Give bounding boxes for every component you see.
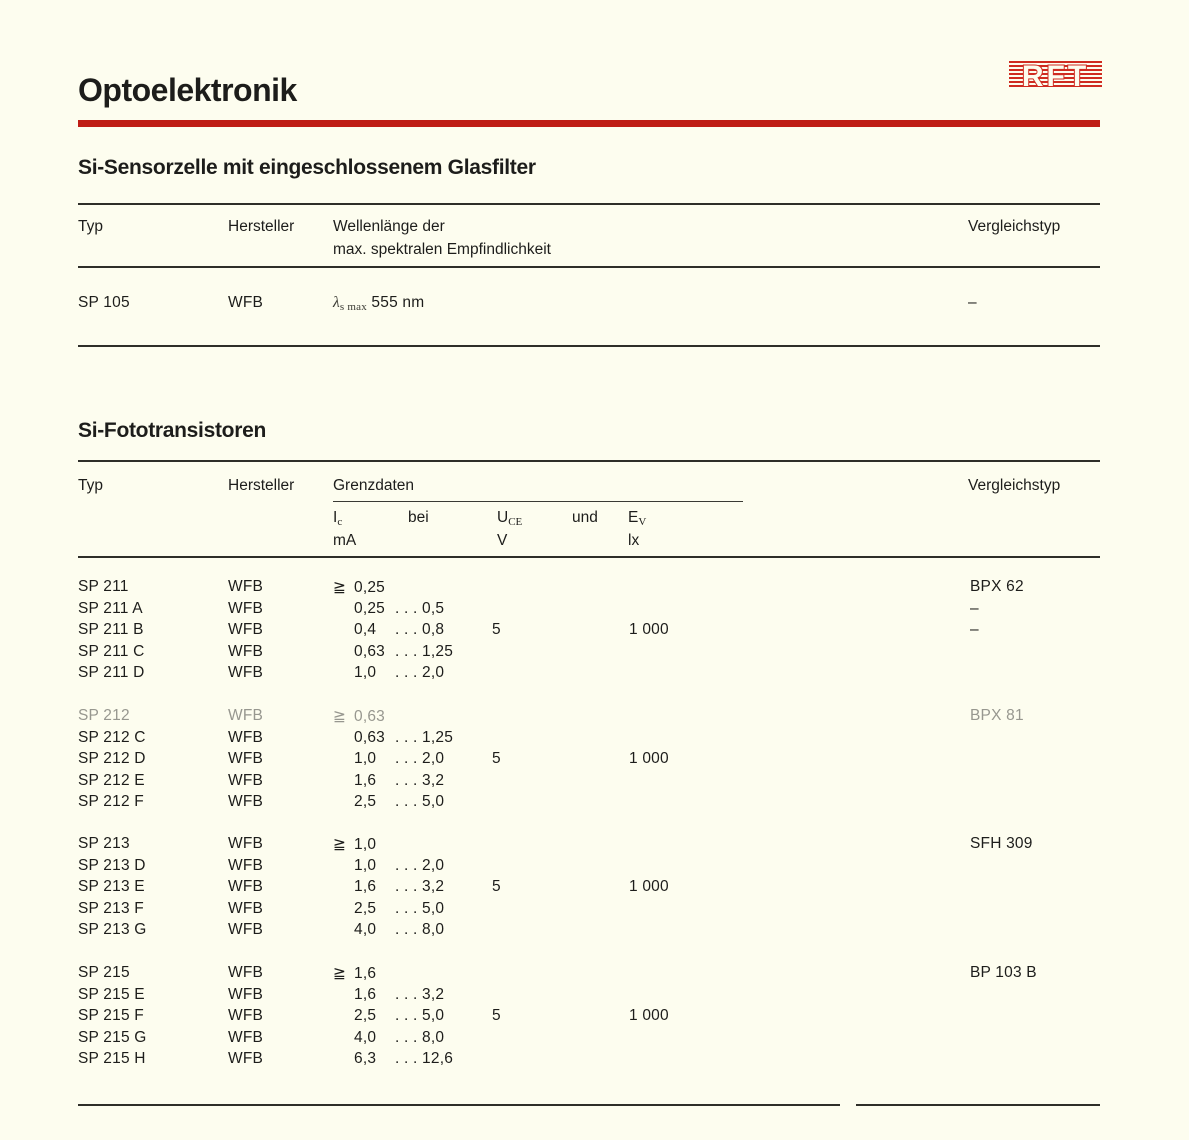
ic-max-value: 8,0	[422, 1028, 445, 1046]
hersteller-cell: WFB	[228, 1028, 264, 1046]
ic-min-value: 2,5	[354, 793, 377, 810]
ic-min-value: 0,63	[354, 728, 385, 746]
lambda-symbol: λ	[333, 294, 340, 311]
hersteller-cell: WFB	[228, 728, 264, 746]
grenzdaten-cell	[333, 986, 444, 1004]
table-row	[78, 600, 1108, 622]
ic-min-value: 0,63	[354, 708, 385, 725]
range-dots: . . .	[395, 1028, 423, 1046]
grenzdaten-cell	[333, 835, 395, 854]
ev-cell: 1 000	[629, 878, 669, 895]
range-dots: . . .	[395, 1050, 423, 1067]
s2-col-grenzdaten: Grenzdaten	[333, 477, 414, 494]
wavelength-value: 555 nm	[371, 294, 425, 311]
typ-cell: SP 212	[78, 707, 130, 724]
hersteller-cell: WFB	[228, 835, 264, 852]
ic-max-value: 1,25	[422, 728, 454, 746]
ic-max-value: 5,0	[422, 793, 445, 810]
ev-subscript: V	[638, 516, 647, 528]
grenzdaten-cell	[333, 964, 395, 983]
subhdr-ic: Ic	[333, 509, 343, 528]
ic-min-value: 1,6	[354, 985, 377, 1003]
s1-col-wellenlaenge-1: Wellenlänge der	[333, 218, 445, 235]
divider	[78, 266, 1100, 268]
s1-col-typ: Typ	[78, 218, 103, 235]
hersteller-cell: WFB	[228, 985, 264, 1003]
rft-logo-text: RFT	[1021, 60, 1090, 93]
table-row	[78, 793, 1108, 815]
ic-max-value: 2,0	[422, 856, 445, 874]
ic-min-value: 4,0	[354, 921, 377, 938]
subhdr-und: und	[572, 509, 598, 526]
typ-cell: SP 215	[78, 964, 130, 981]
ic-subscript: c	[337, 516, 343, 528]
ic-min-value: 1,6	[354, 878, 377, 895]
ic-max-value: 2,0	[422, 750, 445, 767]
divider	[78, 460, 1100, 462]
vergleichstyp-cell: BPX 81	[970, 707, 1024, 724]
s1-row-hersteller: WFB	[228, 294, 264, 311]
table-row	[78, 643, 1108, 665]
ic-min-value: 2,5	[354, 899, 377, 917]
ge-symbol: ≧	[333, 578, 347, 596]
s1-row-typ: SP 105	[78, 294, 130, 311]
range-dots: . . .	[395, 921, 423, 938]
ic-min-value: 1,0	[354, 836, 377, 853]
subhdr-unit-ma: mA	[333, 532, 357, 549]
title-red-rule	[78, 120, 1100, 127]
typ-cell: SP 212 C	[78, 728, 146, 746]
range-dots: . . .	[395, 664, 423, 681]
hersteller-cell: WFB	[228, 771, 264, 789]
grenzdaten-cell	[333, 621, 444, 639]
ic-min-value: 1,6	[354, 965, 377, 982]
typ-cell: SP 211 C	[78, 642, 145, 660]
ic-min-value: 0,25	[354, 579, 385, 596]
ic-min-value: 1,0	[354, 664, 377, 681]
typ-cell: SP 213 F	[78, 899, 144, 917]
range-dots: . . .	[395, 599, 423, 617]
typ-cell: SP 215 F	[78, 1007, 144, 1024]
subhdr-bei: bei	[408, 509, 429, 526]
s2-col-typ: Typ	[78, 477, 103, 494]
grenzdaten-cell	[333, 664, 444, 682]
typ-cell: SP 212 F	[78, 793, 144, 810]
grenzdaten-cell	[333, 750, 444, 768]
typ-cell: SP 213 E	[78, 878, 145, 895]
range-dots: . . .	[395, 1007, 423, 1024]
ic-min-value: 0,4	[354, 621, 377, 638]
divider	[78, 556, 1100, 558]
hersteller-cell: WFB	[228, 921, 264, 938]
grenzdaten-cell	[333, 772, 444, 790]
vergleichstyp-cell: BP 103 B	[970, 964, 1037, 981]
s1-row-vergleichstyp: –	[968, 294, 977, 311]
bottom-rule-left	[78, 1104, 840, 1106]
ev-cell: 1 000	[629, 621, 669, 638]
ge-symbol: ≧	[333, 964, 347, 982]
divider	[78, 345, 1100, 347]
type-group-0	[78, 578, 1108, 686]
hersteller-cell: WFB	[228, 856, 264, 874]
hersteller-cell: WFB	[228, 599, 264, 617]
range-dots: . . .	[395, 793, 423, 810]
ic-min-value: 6,3	[354, 1050, 377, 1067]
typ-cell: SP 211 A	[78, 599, 143, 617]
hersteller-cell: WFB	[228, 878, 264, 895]
subhdr-uce: UCE	[497, 509, 523, 528]
hersteller-cell: WFB	[228, 664, 264, 681]
ic-max-value: 8,0	[422, 921, 445, 938]
table-row	[78, 729, 1108, 751]
table-row	[78, 772, 1108, 794]
table-row	[78, 878, 1108, 900]
ic-min-value: 1,6	[354, 771, 377, 789]
uce-cell: 5	[492, 750, 501, 767]
typ-cell: SP 211 B	[78, 621, 144, 638]
table-row	[78, 857, 1108, 879]
grenzdaten-cell	[333, 793, 444, 811]
rft-logo-icon	[1007, 55, 1104, 93]
hersteller-cell: WFB	[228, 1007, 264, 1024]
type-group-3	[78, 964, 1108, 1072]
typ-cell: SP 213	[78, 835, 130, 852]
hersteller-cell: WFB	[228, 750, 264, 767]
section2-heading: Si-Fototransistoren	[78, 419, 266, 442]
range-dots: . . .	[395, 642, 423, 660]
lambda-subscript: s max	[339, 301, 367, 313]
uce-cell: 5	[492, 878, 501, 895]
section1-heading: Si-Sensorzelle mit eingeschlossenem Glasfilter	[78, 156, 536, 179]
ic-min-value: 0,25	[354, 599, 385, 617]
typ-cell: SP 211	[78, 578, 129, 595]
grenzdaten-cell	[333, 1050, 453, 1068]
grenzdaten-cell	[333, 643, 453, 661]
vergleichstyp-cell: SFH 309	[970, 835, 1033, 852]
table-row	[78, 986, 1108, 1008]
type-group-1	[78, 707, 1108, 815]
grenzdaten-cell	[333, 1029, 444, 1047]
subhdr-ev: EV	[628, 509, 647, 528]
range-dots: . . .	[395, 985, 423, 1003]
ic-max-value: 3,2	[422, 985, 445, 1003]
ge-symbol: ≧	[333, 707, 347, 725]
typ-cell: SP 215 H	[78, 1050, 146, 1067]
table-row	[78, 664, 1108, 686]
grenzdaten-cell	[333, 857, 444, 875]
table-row	[78, 921, 1108, 943]
ic-min-value: 2,5	[354, 1007, 377, 1024]
hersteller-cell: WFB	[228, 964, 264, 981]
s1-col-wellenlaenge-2: max. spektralen Empfindlichkeit	[333, 241, 551, 258]
range-dots: . . .	[395, 856, 423, 874]
ic-max-value: 0,5	[422, 599, 445, 617]
hersteller-cell: WFB	[228, 578, 264, 595]
hersteller-cell: WFB	[228, 621, 264, 638]
grenzdaten-underline	[333, 501, 743, 502]
range-dots: . . .	[395, 878, 423, 895]
grenzdaten-cell	[333, 707, 395, 726]
ic-max-value: 0,8	[422, 621, 445, 638]
s1-col-vergleichstyp: Vergleichstyp	[968, 218, 1061, 235]
range-dots: . . .	[395, 621, 423, 638]
type-group-2	[78, 835, 1108, 943]
table-row	[78, 900, 1108, 922]
ic-max-value: 3,2	[422, 771, 445, 789]
table-row	[78, 1029, 1108, 1051]
page-title: Optoelektronik	[78, 72, 297, 108]
hersteller-cell: WFB	[228, 642, 264, 660]
typ-cell: SP 211 D	[78, 664, 145, 681]
table-row	[78, 750, 1108, 772]
table-row	[78, 1007, 1108, 1029]
ic-min-value: 1,0	[354, 750, 377, 767]
subhdr-unit-lx: lx	[628, 532, 640, 549]
grenzdaten-cell	[333, 729, 453, 747]
grenzdaten-cell	[333, 900, 444, 918]
table-row	[78, 1050, 1108, 1072]
ic-max-value: 12,6	[422, 1050, 454, 1067]
table-row	[78, 835, 1108, 857]
hersteller-cell: WFB	[228, 793, 264, 810]
uce-cell: 5	[492, 621, 501, 638]
s2-col-hersteller: Hersteller	[228, 477, 295, 494]
grenzdaten-cell	[333, 578, 395, 597]
grenzdaten-cell	[333, 878, 444, 896]
ev-cell: 1 000	[629, 1007, 669, 1024]
subhdr-unit-v: V	[497, 532, 508, 549]
grenzdaten-cell	[333, 921, 444, 939]
bottom-rule-right	[856, 1104, 1100, 1106]
ic-min-value: 0,63	[354, 642, 385, 660]
range-dots: . . .	[395, 771, 423, 789]
ic-min-value: 1,0	[354, 856, 377, 874]
s1-col-hersteller: Hersteller	[228, 218, 295, 235]
table-row	[78, 707, 1108, 729]
typ-cell: SP 212 D	[78, 750, 146, 767]
s1-row-wavelength	[333, 294, 424, 312]
typ-cell: SP 212 E	[78, 771, 145, 789]
hersteller-cell: WFB	[228, 1050, 264, 1067]
uce-cell: 5	[492, 1007, 501, 1024]
table-row	[78, 621, 1108, 643]
vergleichstyp-cell: BPX 62	[970, 578, 1024, 595]
vergleichstyp-cell: –	[970, 599, 979, 617]
ge-symbol: ≧	[333, 835, 347, 853]
hersteller-cell: WFB	[228, 707, 264, 724]
table-row	[78, 578, 1108, 600]
grenzdaten-cell	[333, 600, 444, 618]
grenzdaten-cell	[333, 1007, 444, 1025]
typ-cell: SP 215 G	[78, 1028, 147, 1046]
vergleichstyp-cell: –	[970, 621, 979, 638]
range-dots: . . .	[395, 899, 423, 917]
s2-col-vergleichstyp: Vergleichstyp	[968, 477, 1061, 494]
range-dots: . . .	[395, 728, 423, 746]
ev-cell: 1 000	[629, 750, 669, 767]
typ-cell: SP 213 D	[78, 856, 146, 874]
typ-cell: SP 213 G	[78, 921, 147, 938]
ic-max-value: 5,0	[422, 1007, 445, 1024]
typ-cell: SP 215 E	[78, 985, 145, 1003]
table-row	[78, 964, 1108, 986]
divider	[78, 203, 1100, 205]
hersteller-cell: WFB	[228, 899, 264, 917]
range-dots: . . .	[395, 750, 423, 767]
ic-max-value: 3,2	[422, 878, 445, 895]
ic-max-value: 1,25	[422, 642, 454, 660]
ic-min-value: 4,0	[354, 1028, 377, 1046]
ic-max-value: 2,0	[422, 664, 445, 681]
ic-max-value: 5,0	[422, 899, 445, 917]
uce-subscript: CE	[508, 516, 523, 528]
